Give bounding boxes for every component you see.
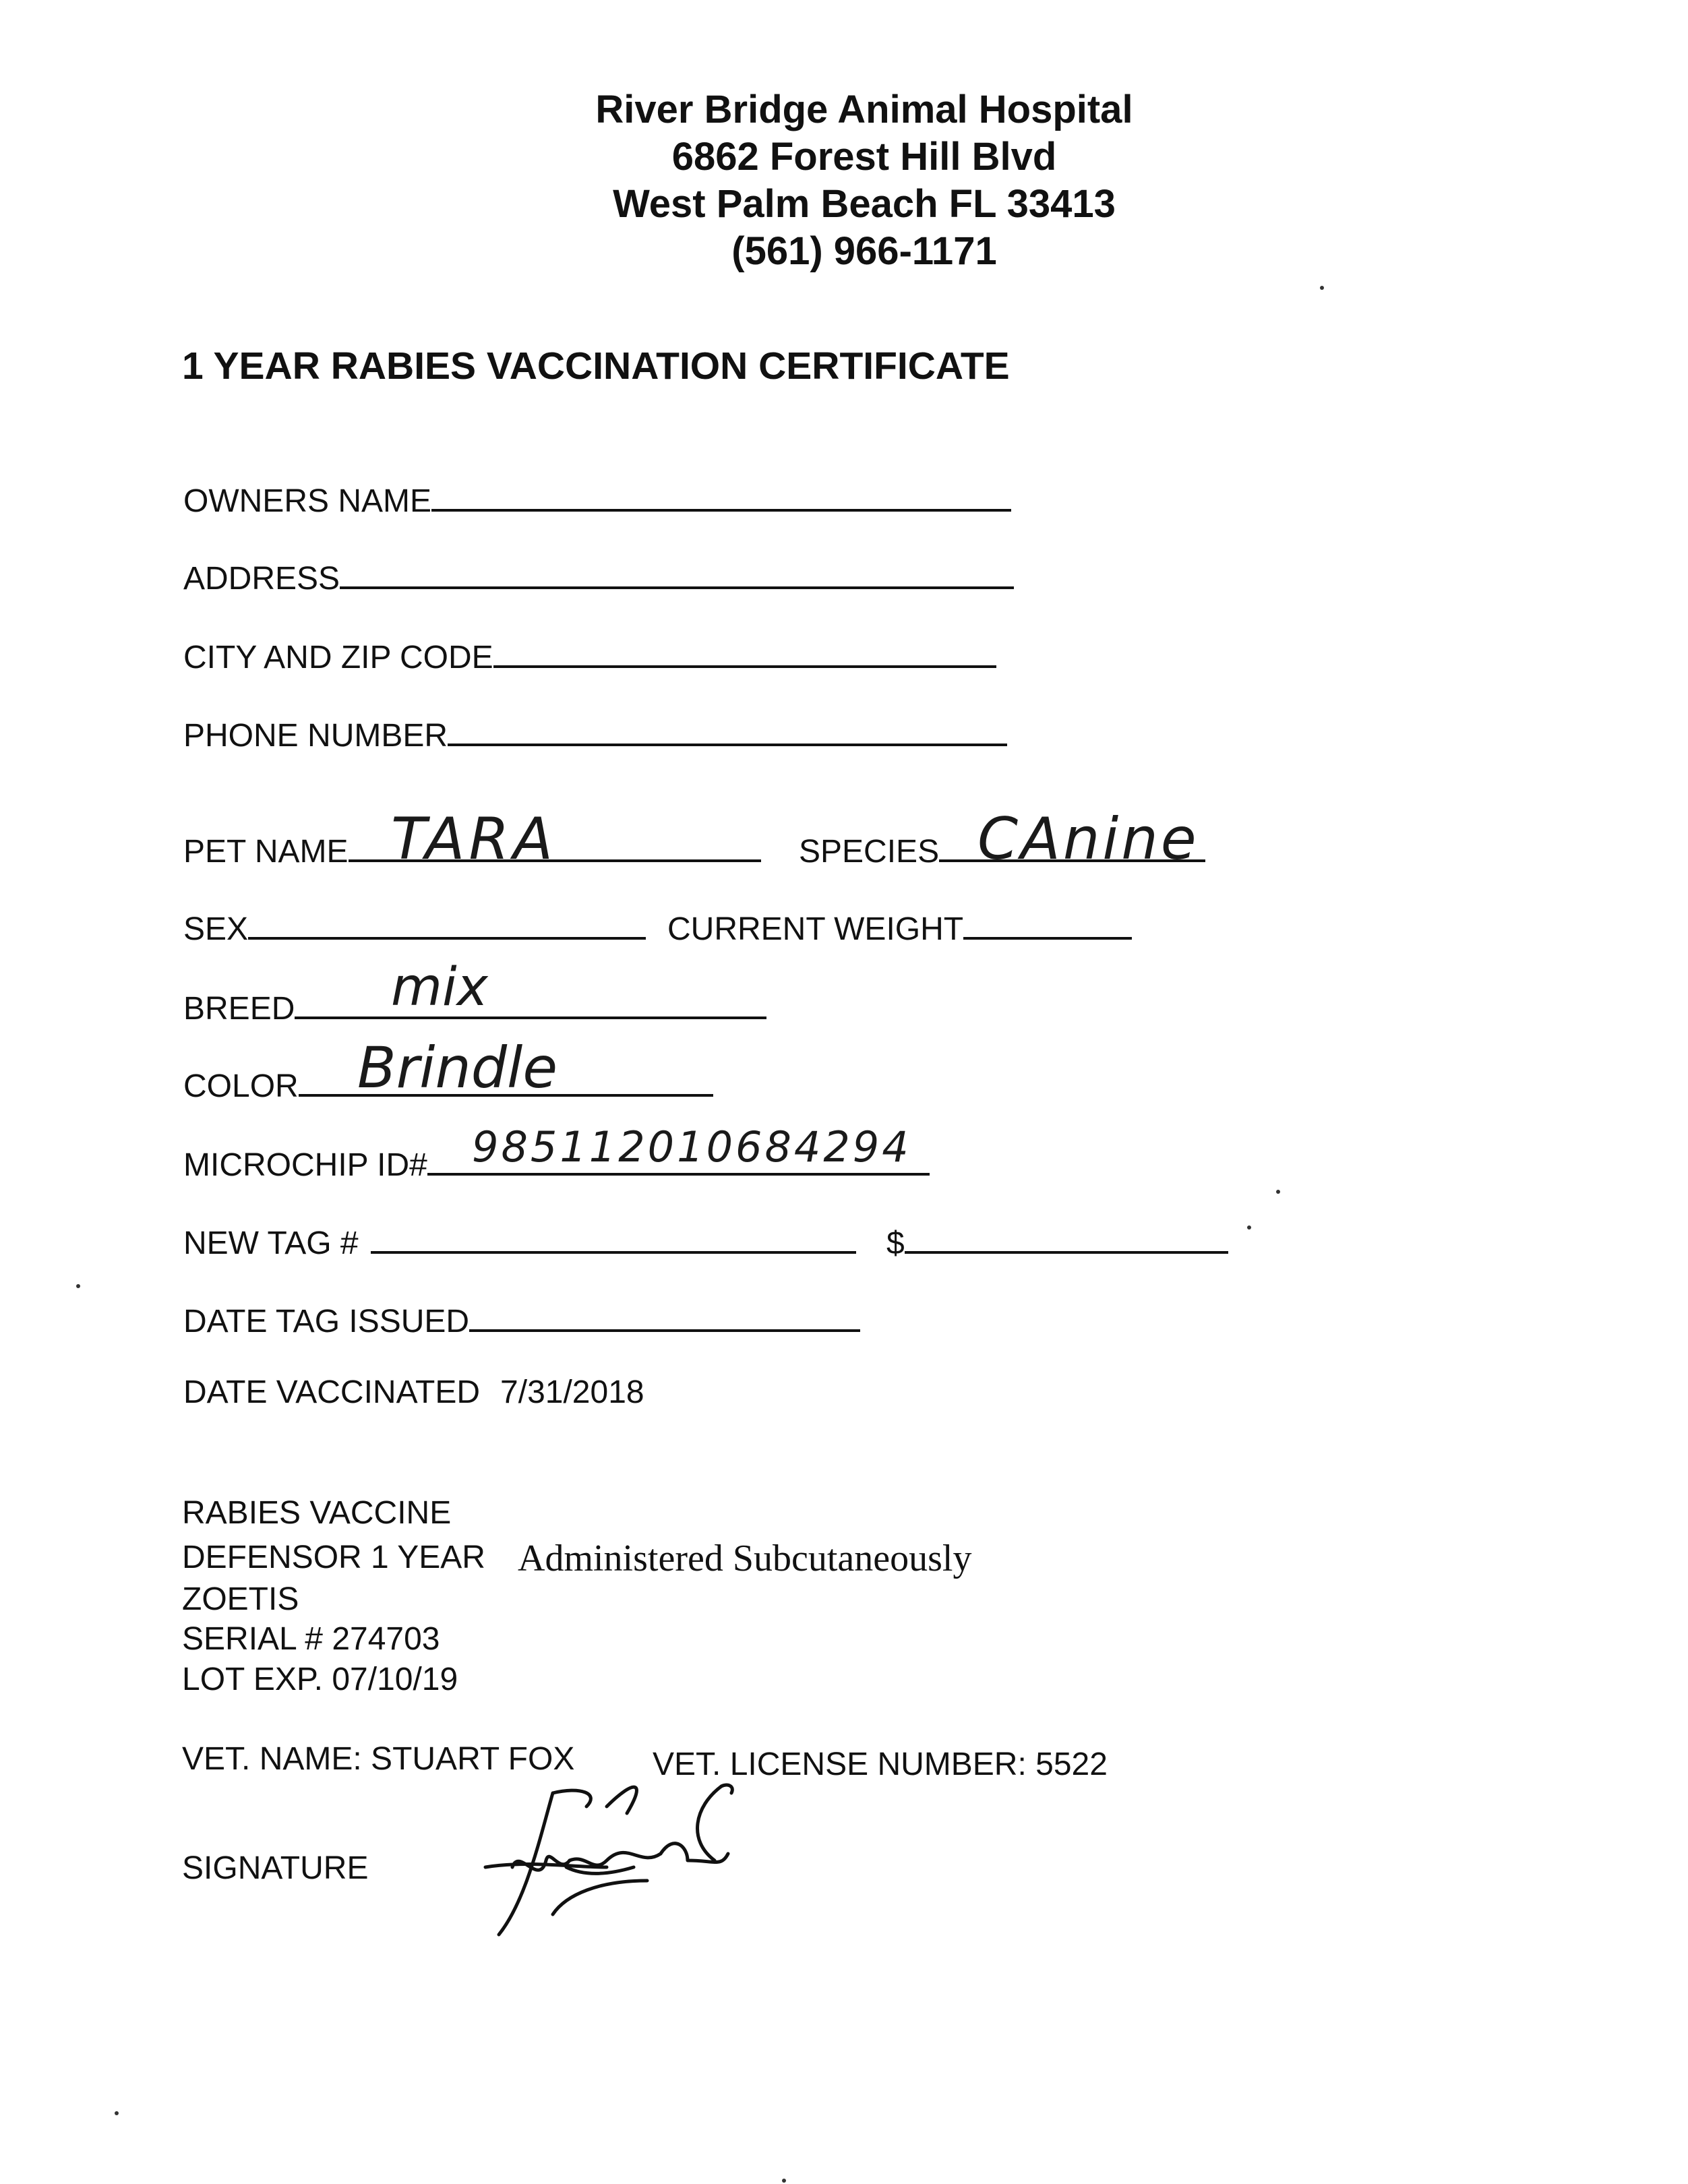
city-zip-label: CITY AND ZIP CODE [183,640,493,675]
pet-name-label: PET NAME [183,834,349,870]
sex-field [183,903,646,948]
address-line[interactable] [340,553,1014,589]
breed-line[interactable] [295,983,766,1019]
species-label: SPECIES [799,834,940,870]
hospital-city: West Palm Beach FL 33413 [613,182,1116,226]
hospital-header [0,86,1688,275]
current-weight-label: CURRENT WEIGHT [667,911,964,947]
tag-fee-line[interactable] [905,1217,1228,1254]
date-vaccinated-value: 7/31/2018 [500,1374,644,1410]
date-tag-issued-field [183,1296,860,1340]
sex-label: SEX [183,911,249,947]
vaccine-line2: DEFENSOR 1 YEAR [182,1540,485,1575]
hospital-name: River Bridge Animal Hospital [595,88,1133,131]
phone-number-label: PHONE NUMBER [183,718,448,754]
hospital-street: 6862 Forest Hill Blvd [671,135,1057,179]
new-tag-field [183,1217,856,1262]
pet-name-value: TARA [391,806,557,873]
scan-speck [782,2179,786,2183]
current-weight-line[interactable] [963,903,1132,940]
phone-number-line[interactable] [448,710,1007,746]
scan-speck [1320,286,1324,290]
species-value: CAnine [977,806,1199,873]
microchip-label: MICROCHIP ID# [183,1147,427,1183]
current-weight-field [667,903,1132,948]
vaccine-manufacturer: ZOETIS [182,1581,299,1617]
sex-line[interactable] [248,903,646,940]
date-vaccinated-label: DATE VACCINATED [183,1374,481,1410]
address-label: ADDRESS [183,561,340,597]
new-tag-label: NEW TAG # [183,1225,359,1261]
scan-speck [1276,1190,1280,1194]
signature-label: SIGNATURE [182,1850,369,1886]
breed-value: mix [391,957,488,1018]
vaccine-administration: Administered Subcutaneously [518,1538,972,1579]
vaccine-lot-exp: LOT EXP. 07/10/19 [182,1662,458,1697]
date-tag-issued-line[interactable] [469,1296,860,1332]
owners-name-line[interactable] [431,475,1011,512]
breed-label: BREED [183,991,295,1027]
city-zip-field [183,632,996,676]
date-tag-issued-label: DATE TAG ISSUED [183,1304,470,1339]
scan-speck [76,1284,80,1288]
phone-number-field [183,710,1007,754]
scan-speck [1247,1225,1251,1230]
new-tag-line[interactable] [371,1217,856,1254]
vet-name: VET. NAME: STUART FOX [182,1741,575,1777]
color-label: COLOR [183,1068,299,1104]
city-zip-line[interactable] [493,632,996,668]
vaccine-line1: RABIES VACCINE [182,1495,452,1531]
scan-speck [115,2111,119,2115]
tag-fee-field [886,1217,1228,1262]
hospital-phone: (561) 966-1171 [731,229,997,273]
certificate-title: 1 YEAR RABIES VACCINATION CERTIFICATE [182,344,1010,388]
vet-signature [472,1766,782,1968]
date-vaccinated-field [183,1374,644,1411]
address-field [183,553,1014,597]
color-value: Brindle [357,1035,558,1101]
vet-license: VET. LICENSE NUMBER: 5522 [653,1747,1108,1782]
owners-name-field [183,475,1011,520]
vaccine-serial: SERIAL # 274703 [182,1621,440,1657]
owners-name-label: OWNERS NAME [183,483,432,519]
microchip-value: 985112010684294 [472,1122,911,1172]
tag-fee-label: $ [886,1225,905,1261]
